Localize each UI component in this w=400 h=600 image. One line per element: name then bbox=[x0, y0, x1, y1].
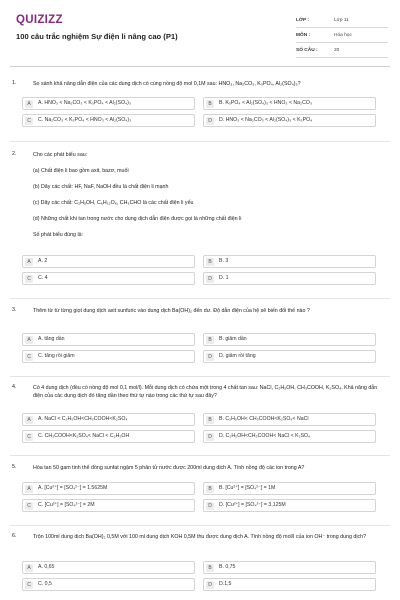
choice-letter: C bbox=[25, 581, 33, 589]
question-text: Thêm từ từ từng giọt dung dịch axit sunfuric vào dung dịch Ba(OH)₂ đến dư. Độ dẫn điện của hệ sẽ biến đổi thế nào ? bbox=[33, 308, 310, 314]
choice-letter: C bbox=[25, 275, 33, 283]
choice-c[interactable] bbox=[22, 350, 195, 363]
choice-b[interactable] bbox=[203, 97, 376, 110]
statement-a: (a) Chất điện li bao gồm axit, bazơ, muối bbox=[33, 168, 129, 174]
choice-row bbox=[22, 413, 378, 427]
choice-letter: A bbox=[25, 564, 33, 572]
choice-d[interactable] bbox=[203, 272, 376, 285]
choice-letter: B bbox=[206, 336, 214, 344]
choice-c[interactable] bbox=[22, 499, 195, 512]
choice-text: B. C₂H₅OH< CH₃COOH<K₂SO₄< NaCl bbox=[219, 416, 309, 422]
choice-d[interactable] bbox=[203, 114, 376, 127]
choice-row bbox=[22, 97, 378, 111]
question-stem bbox=[33, 533, 386, 541]
choice-c[interactable] bbox=[22, 272, 195, 285]
choice-row bbox=[22, 114, 378, 128]
choice-row bbox=[22, 333, 378, 347]
question-divider bbox=[10, 455, 390, 456]
question-number: 1. bbox=[12, 80, 17, 86]
choice-a[interactable] bbox=[22, 482, 195, 495]
choice-text: D. [Cu²⁺] = [SO₄²⁻] = 3,125M bbox=[219, 502, 286, 508]
choices-5 bbox=[22, 482, 378, 516]
choice-row bbox=[22, 272, 378, 286]
question-number: 5. bbox=[12, 464, 17, 470]
statement-d: (d) Những chất khi tan trong nước cho dung dịch dẫn điện được gọi là những chất điện li bbox=[33, 216, 242, 222]
choices-2 bbox=[22, 255, 378, 289]
choice-text: D.1,5 bbox=[219, 581, 232, 587]
question-text: So sánh khả năng dẫn điện của các dung dịch có cùng nồng độ mol 0,1M sau: HNO₃, Na₂CO₃, K₃PO₄, Al₂(SO₄)₃? bbox=[33, 81, 301, 87]
choice-letter: A bbox=[25, 100, 33, 108]
question-stem bbox=[33, 307, 386, 315]
choice-text: A. 2 bbox=[38, 258, 48, 264]
choice-letter: D bbox=[206, 117, 214, 125]
choices-4 bbox=[22, 413, 378, 447]
choice-letter: D bbox=[206, 275, 214, 283]
choice-letter: C bbox=[25, 502, 33, 510]
choice-letter: A bbox=[25, 485, 33, 493]
choice-text: D. 1 bbox=[219, 275, 229, 281]
question-stem bbox=[33, 384, 386, 400]
question-divider bbox=[10, 141, 390, 142]
question-number: 4. bbox=[12, 384, 17, 390]
page-title: 100 câu trắc nghiệm Sự điện li nâng cao (P1) bbox=[16, 32, 178, 41]
choice-b[interactable] bbox=[203, 255, 376, 268]
choice-text: C. [Cu²⁺] = [SO₄²⁻] = 2M bbox=[38, 502, 95, 508]
choice-a[interactable] bbox=[22, 413, 195, 426]
choice-text: C. tăng rồi giảm bbox=[38, 353, 75, 359]
choice-letter: D bbox=[206, 581, 214, 589]
choice-row bbox=[22, 499, 378, 513]
choice-letter: B bbox=[206, 564, 214, 572]
choice-letter: B bbox=[206, 485, 214, 493]
question-divider bbox=[10, 525, 390, 526]
choice-c[interactable] bbox=[22, 114, 195, 127]
meta-value: Lớp 11 bbox=[334, 17, 349, 23]
choice-letter: C bbox=[25, 433, 33, 441]
choice-text: D. C₂H₅OH<CH₃COOH< NaCl < K₂SO₄ bbox=[219, 433, 311, 439]
meta-table bbox=[296, 13, 388, 58]
choice-d[interactable] bbox=[203, 578, 376, 591]
statement-b: (b) Dãy các chất: HF, NaF, NaOH đều là chất điện li mạnh bbox=[33, 184, 169, 190]
choice-text: A. HNO₃ < Na₂CO₃ < K₃PO₄ < Al₂(SO₄)₃ bbox=[38, 100, 131, 106]
meta-value: 20 bbox=[334, 47, 340, 53]
meta-value: Hóa học bbox=[334, 32, 352, 38]
choice-row bbox=[22, 430, 378, 444]
choice-text: B. [Cu²⁺] = [SO₄²⁻] = 1M bbox=[219, 485, 276, 491]
choice-text: D. giảm rồi tăng bbox=[219, 353, 256, 359]
choice-letter: B bbox=[206, 258, 214, 266]
meta-row-subject bbox=[296, 28, 388, 43]
question-divider bbox=[10, 376, 390, 377]
choice-text: C. 0,5 bbox=[38, 581, 52, 587]
question-divider bbox=[10, 298, 390, 299]
question-number: 6. bbox=[12, 533, 17, 539]
choice-letter: C bbox=[25, 117, 33, 125]
meta-row-count bbox=[296, 43, 388, 58]
choice-letter: A bbox=[25, 416, 33, 424]
choice-text: C. CH₃COOH<K₂SO₄< NaCl < C₂H₅OH bbox=[38, 433, 130, 439]
question-stem bbox=[33, 464, 386, 472]
meta-key: MÔN : bbox=[296, 32, 311, 38]
statement-c: (c) Dãy các chất: C₂H₅OH, C₆H₁₂O₆, CH₃CHO là các chất điện li yếu bbox=[33, 200, 194, 206]
question-text: Trộn 100ml dung dịch Ba(OH)₂ 0,5M với 100 ml dung dịch KOH 0,5M thu được dung dịch A. Tính nồng độ mol/l của ion OH⁻ trong dung dịch? bbox=[33, 534, 367, 540]
choice-a[interactable] bbox=[22, 561, 195, 574]
question-text: Cho các phát biểu sau: bbox=[33, 152, 88, 158]
question-stem bbox=[33, 80, 386, 88]
question-prompt: Số phát biểu đúng là: bbox=[33, 232, 84, 238]
choice-row bbox=[22, 578, 378, 592]
choice-letter: A bbox=[25, 258, 33, 266]
question-stem bbox=[33, 151, 386, 239]
choice-a[interactable] bbox=[22, 97, 195, 110]
question-text: Hòa tan 50 gam tinh thể đồng sunfat ngậm 5 phân tử nước được 200ml dung dịch A. Tính nồng độ các ion trong A? bbox=[33, 465, 305, 471]
choice-letter: A bbox=[25, 336, 33, 344]
question-text: Có 4 dung dịch (đều có nồng độ mol 0,1 mol/l). Mỗi dung dịch có chứa một trong 4 chất tan sau: NaCl, C₂H₅OH, CH₃COOH, K₂SO₄. Khả năng dẫn điện của các dung dịch đó tăng dần theo thứ tự nào trong các thứ tự sau đây? bbox=[33, 385, 378, 399]
choice-row bbox=[22, 255, 378, 269]
choice-text: C. 4 bbox=[38, 275, 48, 281]
quizizz-logo: QUIZIZZ bbox=[16, 14, 63, 26]
choice-letter: B bbox=[206, 416, 214, 424]
choice-row bbox=[22, 482, 378, 496]
choice-c[interactable] bbox=[22, 430, 195, 443]
choice-text: B. K₃PO₄ < Al₂(SO₄)₃ < HNO₃ < Na₂CO₃ bbox=[219, 100, 312, 106]
choice-text: D. HNO₃ < Na₂CO₃ < Al₂(SO₄)₃ < K₃PO₄ bbox=[219, 117, 313, 123]
choice-text: B. giảm dần bbox=[219, 336, 247, 342]
choice-text: A. 0,65 bbox=[38, 564, 55, 570]
choice-letter: C bbox=[25, 353, 33, 361]
header-divider bbox=[10, 66, 390, 67]
choices-3 bbox=[22, 333, 378, 367]
choice-a[interactable] bbox=[22, 333, 195, 346]
choice-a[interactable] bbox=[22, 255, 195, 268]
choice-c[interactable] bbox=[22, 578, 195, 591]
meta-key: LỚP : bbox=[296, 17, 310, 23]
choice-letter: D bbox=[206, 502, 214, 510]
question-number: 2. bbox=[12, 151, 17, 157]
choice-d[interactable] bbox=[203, 430, 376, 443]
choice-letter: B bbox=[206, 100, 214, 108]
choices-1 bbox=[22, 97, 378, 131]
choice-letter: D bbox=[206, 353, 214, 361]
choice-text: B. 3 bbox=[219, 258, 229, 264]
choice-b[interactable] bbox=[203, 482, 376, 495]
meta-key: SỐ CÂU : bbox=[296, 47, 318, 53]
choice-text: A. tăng dần bbox=[38, 336, 65, 342]
choice-d[interactable] bbox=[203, 350, 376, 363]
question-number: 3. bbox=[12, 307, 17, 313]
choice-row bbox=[22, 561, 378, 575]
choice-b[interactable] bbox=[203, 413, 376, 426]
choice-text: A. [Cu²⁺] = [SO₄²⁻] = 1.5625M bbox=[38, 485, 108, 491]
choice-d[interactable] bbox=[203, 499, 376, 512]
choice-text: A. NaCl < C₂H₅OH<CH₃COOH<K₂SO₄ bbox=[38, 416, 128, 422]
choice-b[interactable] bbox=[203, 561, 376, 574]
choice-row bbox=[22, 350, 378, 364]
choice-b[interactable] bbox=[203, 333, 376, 346]
choices-6 bbox=[22, 561, 378, 595]
choice-text: B. 0,75 bbox=[219, 564, 236, 570]
choice-letter: D bbox=[206, 433, 214, 441]
meta-row-class bbox=[296, 13, 388, 28]
choice-text: C. Na₂CO₃ < K₃PO₄ < HNO₃ < Al₂(SO₄)₃ bbox=[38, 117, 132, 123]
